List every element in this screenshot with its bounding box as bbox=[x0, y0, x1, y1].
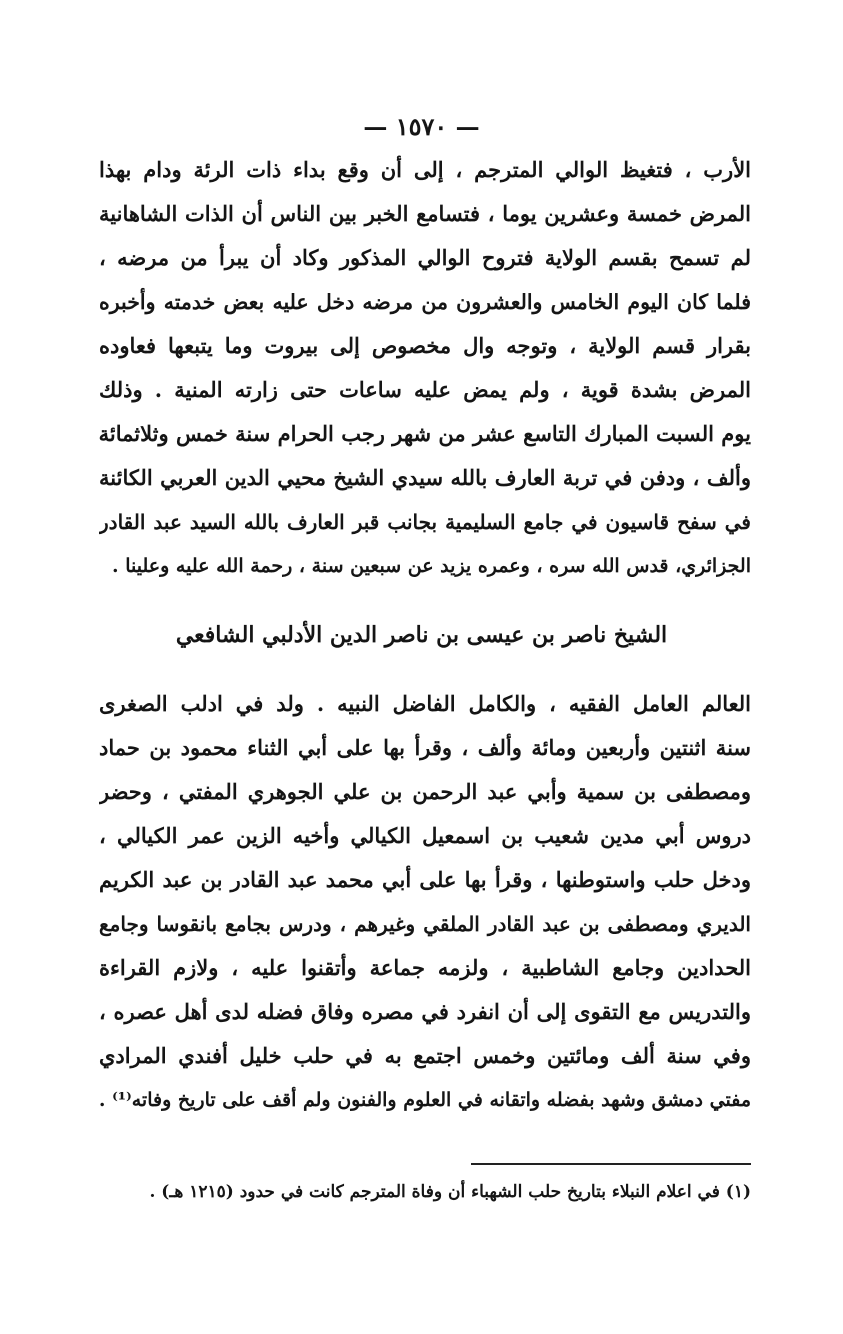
footnote: (١) في اعلام النبلاء بتاريخ حلب الشهباء أن وفاة المترجم كانت في حدود (١٢١٥ هـ) . bbox=[149, 1182, 751, 1202]
text-line: الديري ومصطفى بن عبد القادر الملقي وغيرهم ، ودرس بجامع بانقوسا وجامع bbox=[99, 912, 751, 936]
text-line: المرض بشدة قوية ، ولم يمض عليه ساعات حتى زارته المنية . وذلك bbox=[99, 377, 751, 402]
text-line: دروس أبي مدين شعيب بن اسمعيل الكيالي وأخيه الزين عمر الكيالي ، bbox=[99, 823, 751, 848]
text-line: المرض خمسة وعشرين يوما ، فتسامع الخبر بين الناس أن الذات الشاهانية bbox=[99, 201, 751, 226]
paragraph-previous-biography-ending bbox=[99, 148, 751, 588]
text-line: والتدريس مع التقوى إلى أن انفرد في مصره وفاق فضله لدى أهل عصره ، bbox=[99, 999, 751, 1024]
text-line: مفتي دمشق وشهد بفضله واتقانه في العلوم والفنون ولم أقف على تاريخ وفاته⁽¹⁾ . bbox=[99, 1089, 751, 1111]
text-line: ومصطفى بن سمية وأبي عبد الرحمن بن علي الجوهري المفتي ، وحضر bbox=[99, 779, 751, 804]
text-line: الحدادين وجامع الشاطبية ، ولزمه جماعة وأتقنوا عليه ، ولازم القراءة bbox=[99, 955, 751, 980]
text-line: سنة اثنتين وأربعين ومائة وألف ، وقرأ بها على أبي الثناء محمود بن حماد bbox=[99, 735, 751, 760]
text-line: الأرب ، فتغيظ الوالي المترجم ، إلى أن وقع بداء ذات الرئة ودام بهذا bbox=[99, 157, 751, 182]
paragraph-biography bbox=[99, 682, 751, 1122]
text-line: لم تسمح بقسم الولاية فتروح الوالي المذكور وكاد أن يبرأ من مرضه ، bbox=[99, 245, 751, 270]
biography-heading: الشيخ ناصر بن عيسى بن ناصر الدين الأدلبي الشافعي bbox=[175, 622, 668, 648]
text-line: العالم العامل الفقيه ، والكامل الفاضل النبيه . ولد في ادلب الصغرى bbox=[99, 691, 751, 716]
text-line: بقرار قسم الولاية ، وتوجه وال مخصوص إلى بيروت وما يتبعها فعاوده bbox=[99, 333, 751, 358]
text-line: وفي سنة ألف ومائتين وخمس اجتمع به في حلب خليل أفندي المرادي bbox=[99, 1043, 751, 1068]
text-line: يوم السبت المبارك التاسع عشر من شهر رجب الحرام سنة خمس وثلاثمائة bbox=[99, 421, 751, 446]
text-line: فلما كان اليوم الخامس والعشرون من مرضه دخل عليه بعض خدمته وأخبره bbox=[99, 290, 751, 314]
footnote-divider bbox=[471, 1163, 751, 1165]
text-line: ودخل حلب واستوطنها ، وقرأ بها على أبي محمد عبد القادر بن عبد الكريم bbox=[99, 867, 751, 892]
text-line: وألف ، ودفن في تربة العارف بالله سيدي الشيخ محيي الدين العربي الكائنة bbox=[99, 465, 751, 490]
text-line: الجزائري، قدس الله سره ، وعمره يزيد عن سبعين سنة ، رحمة الله عليه وعلينا . bbox=[112, 555, 751, 577]
text-line: في سفح قاسيون في جامع السليمية بجانب قبر العارف بالله السيد عبد القادر bbox=[99, 510, 751, 534]
page-number: — ١٥٧٠ — bbox=[363, 112, 480, 141]
